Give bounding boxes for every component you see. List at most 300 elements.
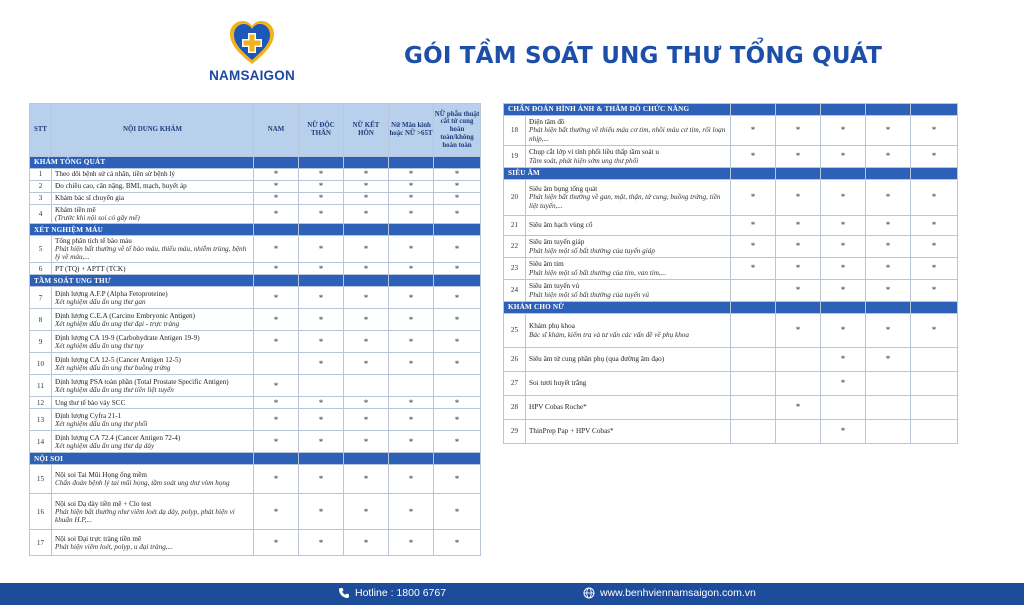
row-stt: 13 — [30, 409, 52, 431]
row-stt: 3 — [30, 193, 52, 205]
row-stt: 2 — [30, 181, 52, 193]
row-sub-text: Phát hiện bất thường về thiếu máu cơ tim, nhồi máu cơ tim, rối loạn nhịp,... — [529, 126, 726, 143]
row-mark: * — [866, 348, 911, 372]
row-mark: * — [389, 236, 434, 263]
row-mark: * — [389, 193, 434, 205]
table-row — [30, 494, 481, 530]
row-mark: * — [776, 146, 821, 168]
row-sub-text: Phát hiện một số bất thường của tuyến giáp — [529, 246, 655, 255]
row-mark: * — [389, 397, 434, 409]
row-content — [52, 263, 254, 275]
row-content — [52, 193, 254, 205]
table-row — [504, 116, 958, 146]
row-mark: * — [254, 409, 299, 431]
row-main-text: HPV Cobas Roche* — [529, 403, 587, 412]
row-mark: * — [344, 530, 389, 556]
section-blank-cell — [821, 104, 866, 116]
row-main-text: Nội soi Tai Mũi Họng ống mềm — [55, 471, 148, 480]
row-main-text: Định lượng Cyfra 21-1 — [55, 411, 122, 420]
header-nu-doc-than: NỮ ĐỘC THÂN — [299, 104, 344, 157]
row-stt: 10 — [30, 353, 52, 375]
row-mark: * — [731, 146, 776, 168]
table-row — [30, 193, 481, 205]
row-mark: * — [821, 116, 866, 146]
section-blank-cell — [911, 302, 958, 314]
table-row — [504, 258, 958, 280]
section-header — [30, 275, 481, 287]
section-title: TẦM SOÁT UNG THƯ — [30, 275, 254, 287]
section-blank-cell — [254, 453, 299, 465]
row-sub-text: Phát hiện một số bất thường của tim, van tim,... — [529, 268, 667, 277]
row-main-text: Chụp cắt lớp vi tính phổi liều thấp tầm soát u — [529, 148, 659, 157]
row-stt: 15 — [30, 465, 52, 494]
row-mark: * — [299, 181, 344, 193]
section-blank-cell — [254, 224, 299, 236]
row-sub-text: Xét nghiệm dấu ấn ung thư buồng trứng — [55, 363, 171, 372]
row-mark — [731, 372, 776, 396]
row-sub-text: Xét nghiệm dấu ấn ung thư tiền liệt tuyến — [55, 385, 174, 394]
row-mark — [866, 372, 911, 396]
row-main-text: Định lượng A.F.P (Alpha Fetoproteine) — [55, 289, 168, 298]
row-mark: * — [344, 169, 389, 181]
section-blank-cell — [344, 275, 389, 287]
section-blank-cell — [776, 104, 821, 116]
row-mark: * — [344, 309, 389, 331]
row-main-text: Siêu âm tử cung phần phụ (qua đường âm đạo) — [529, 355, 665, 364]
row-mark — [911, 396, 958, 420]
row-mark: * — [776, 116, 821, 146]
row-mark: * — [911, 258, 958, 280]
row-mark: * — [434, 409, 481, 431]
section-title: CHẨN ĐOÁN HÌNH ẢNH & THĂM DÒ CHỨC NĂNG — [504, 104, 731, 116]
section-blank-cell — [776, 302, 821, 314]
table-row — [504, 216, 958, 236]
row-mark: * — [254, 236, 299, 263]
row-mark: * — [389, 353, 434, 375]
section-blank-cell — [344, 224, 389, 236]
row-mark: * — [434, 169, 481, 181]
row-mark — [731, 420, 776, 444]
section-blank-cell — [434, 224, 481, 236]
row-mark: * — [434, 181, 481, 193]
row-mark: * — [299, 494, 344, 530]
section-blank-cell — [911, 104, 958, 116]
row-mark: * — [731, 216, 776, 236]
table-row — [504, 314, 958, 348]
row-main-text: Đo chiều cao, cân nặng, BMI, mạch, huyết áp — [55, 182, 187, 191]
row-stt: 29 — [504, 420, 526, 444]
section-blank-cell — [389, 275, 434, 287]
table-row — [504, 236, 958, 258]
section-blank-cell — [389, 224, 434, 236]
row-mark: * — [821, 216, 866, 236]
row-content — [52, 397, 254, 409]
row-content — [52, 236, 254, 263]
row-sub-text: Xét nghiệm dấu ấn ung thư đại - trực tràng — [55, 319, 180, 328]
row-sub-text: (Trước khi nội soi có gây mê) — [55, 214, 140, 223]
row-mark: * — [344, 181, 389, 193]
row-main-text: Khám bác sĩ chuyên gia — [55, 194, 125, 203]
table-row — [30, 409, 481, 431]
row-content — [52, 331, 254, 353]
row-main-text: Định lượng CA 12-5 (Cancer Antigen 12-5) — [55, 355, 181, 364]
row-mark: * — [344, 287, 389, 309]
row-mark: * — [344, 494, 389, 530]
section-blank-cell — [299, 453, 344, 465]
row-mark: * — [911, 314, 958, 348]
row-mark: * — [299, 409, 344, 431]
table-row — [30, 375, 481, 397]
row-mark: * — [299, 236, 344, 263]
row-main-text: Định lượng CA 72.4 (Cancer Antigen 72-4) — [55, 433, 181, 442]
table-row — [30, 431, 481, 453]
row-content — [52, 465, 254, 494]
row-mark: * — [821, 280, 866, 302]
section-blank-cell — [434, 275, 481, 287]
section-header — [504, 104, 958, 116]
row-content — [526, 146, 731, 168]
section-blank-cell — [389, 157, 434, 169]
row-mark: * — [299, 287, 344, 309]
row-main-text: ThinPrep Pap + HPV Cobas* — [529, 427, 614, 436]
row-content — [52, 431, 254, 453]
row-stt: 25 — [504, 314, 526, 348]
row-content — [526, 280, 731, 302]
website-link[interactable] — [583, 587, 756, 599]
section-blank-cell — [866, 104, 911, 116]
row-mark: * — [821, 236, 866, 258]
table-row — [30, 205, 481, 224]
row-mark: * — [389, 169, 434, 181]
row-mark — [911, 348, 958, 372]
row-stt: 18 — [504, 116, 526, 146]
row-mark: * — [344, 263, 389, 275]
row-main-text: Ung thư tế bào vảy SCC — [55, 398, 126, 407]
row-stt: 1 — [30, 169, 52, 181]
section-blank-cell — [731, 104, 776, 116]
section-header — [504, 302, 958, 314]
row-mark — [776, 372, 821, 396]
row-stt: 21 — [504, 216, 526, 236]
row-mark: * — [776, 216, 821, 236]
row-sub-text: Phát hiện bất thường như viêm loét dạ dày, polyp, phát hiện vi khuẩn H.P,... — [55, 507, 235, 524]
section-blank-cell — [821, 168, 866, 180]
section-blank-cell — [434, 157, 481, 169]
row-sub-text: Xét nghiệm dấu ấn ung thư dạ dày — [55, 441, 155, 450]
row-mark: * — [821, 314, 866, 348]
header-nu-man-kinh: Nữ Mãn kinh hoặc NỮ >65T — [389, 104, 434, 157]
row-main-text: Tổng phân tích tế bào máu — [55, 237, 132, 246]
row-sub-text: Phát hiện một số bất thường của tuyến vú — [529, 290, 649, 299]
row-mark: * — [344, 331, 389, 353]
section-blank-cell — [821, 302, 866, 314]
row-mark: * — [776, 258, 821, 280]
row-stt: 26 — [504, 348, 526, 372]
right-table — [503, 103, 958, 444]
table-row — [30, 287, 481, 309]
row-mark: * — [299, 353, 344, 375]
page-title: GÓI TẦM SOÁT UNG THƯ TỔNG QUÁT — [404, 43, 883, 69]
row-mark: * — [776, 180, 821, 216]
row-content — [52, 309, 254, 331]
row-content — [526, 180, 731, 216]
section-blank-cell — [299, 224, 344, 236]
row-mark: * — [434, 236, 481, 263]
table-row — [30, 236, 481, 263]
hotline[interactable] — [338, 587, 446, 599]
row-mark: * — [344, 409, 389, 431]
row-sub-text: Xét nghiệm dấu ấn ung thư tụy — [55, 341, 144, 350]
row-stt: 8 — [30, 309, 52, 331]
row-mark — [866, 396, 911, 420]
row-mark: * — [344, 236, 389, 263]
row-stt: 28 — [504, 396, 526, 420]
row-stt: 14 — [30, 431, 52, 453]
row-content — [526, 372, 731, 396]
row-main-text: Siêu âm hạch vùng cổ — [529, 221, 593, 230]
row-mark: * — [254, 309, 299, 331]
table-row — [30, 181, 481, 193]
row-mark: * — [389, 263, 434, 275]
brand-logo — [206, 20, 298, 92]
row-main-text: Định lượng C.E.A (Carcino Embryonic Antigen) — [55, 311, 196, 320]
row-mark: * — [344, 465, 389, 494]
row-mark — [776, 420, 821, 444]
header-content: NỘI DUNG KHÁM — [52, 104, 254, 157]
row-mark: * — [731, 180, 776, 216]
row-mark: * — [434, 353, 481, 375]
row-main-text: Khám phụ khoa — [529, 322, 575, 331]
section-title: SIÊU ÂM — [504, 168, 731, 180]
row-content — [52, 409, 254, 431]
row-stt: 17 — [30, 530, 52, 556]
table-row — [504, 372, 958, 396]
row-mark: * — [254, 205, 299, 224]
header-nu-phau-thuat: NỮ phẫu thuật cắt tử cung hoàn toàn/không hoàn toàn — [434, 104, 481, 157]
row-mark — [389, 375, 434, 397]
row-mark: * — [299, 169, 344, 181]
row-content — [52, 287, 254, 309]
row-main-text: Định lượng CA 19-9 (Carbohydrate Antigen 19-9) — [55, 333, 200, 342]
row-mark: * — [866, 216, 911, 236]
row-sub-text: Tầm soát, phát hiện sớm ung thư phổi — [529, 156, 639, 165]
row-stt: 11 — [30, 375, 52, 397]
row-mark: * — [389, 530, 434, 556]
row-mark: * — [389, 409, 434, 431]
row-mark: * — [911, 146, 958, 168]
row-content — [52, 181, 254, 193]
row-sub-text: Xét nghiệm dấu ấn ung thư gan — [55, 297, 146, 306]
row-mark — [866, 420, 911, 444]
website-text: www.benhviennamsaigon.com.vn — [600, 587, 756, 599]
footer-bar — [0, 583, 1024, 605]
row-mark: * — [299, 331, 344, 353]
row-mark: * — [344, 205, 389, 224]
right-table-body — [504, 104, 958, 444]
row-mark: * — [821, 420, 866, 444]
row-main-text: Nội soi Dạ dày tiền mê + Clo test — [55, 499, 152, 508]
row-content — [526, 258, 731, 280]
row-mark: * — [434, 465, 481, 494]
row-mark — [911, 372, 958, 396]
row-mark: * — [254, 494, 299, 530]
section-blank-cell — [731, 168, 776, 180]
table-row — [504, 180, 958, 216]
table-row — [30, 353, 481, 375]
row-mark: * — [434, 309, 481, 331]
row-main-text: Siêu âm bụng tổng quát — [529, 185, 598, 194]
row-stt: 9 — [30, 331, 52, 353]
row-stt: 20 — [504, 180, 526, 216]
row-mark: * — [434, 287, 481, 309]
row-main-text: Khám tiền mê — [55, 206, 96, 214]
row-mark: * — [254, 193, 299, 205]
row-mark: * — [299, 530, 344, 556]
section-blank-cell — [299, 157, 344, 169]
row-mark: * — [776, 280, 821, 302]
row-stt: 22 — [504, 236, 526, 258]
row-mark: * — [434, 494, 481, 530]
row-mark: * — [821, 146, 866, 168]
row-mark — [731, 314, 776, 348]
section-blank-cell — [344, 157, 389, 169]
row-stt: 23 — [504, 258, 526, 280]
row-mark: * — [299, 193, 344, 205]
row-sub-text: Bác sĩ khám, kiểm tra và tư vấn các vấn đề về phụ khoa — [529, 330, 689, 339]
section-blank-cell — [254, 157, 299, 169]
table-row — [30, 331, 481, 353]
section-blank-cell — [254, 275, 299, 287]
section-header — [30, 157, 481, 169]
table-row — [30, 465, 481, 494]
section-title: KHÁM TỔNG QUÁT — [30, 157, 254, 169]
row-mark: * — [389, 465, 434, 494]
row-mark: * — [299, 465, 344, 494]
section-blank-cell — [911, 168, 958, 180]
table-row — [30, 169, 481, 181]
row-main-text: PT (TQ) + APTT (TCK) — [55, 264, 126, 273]
row-mark: * — [254, 181, 299, 193]
row-stt: 19 — [504, 146, 526, 168]
row-mark: * — [731, 258, 776, 280]
header-nam: NAM — [254, 104, 299, 157]
row-mark: * — [254, 331, 299, 353]
section-blank-cell — [299, 275, 344, 287]
heart-cross-logo-icon — [228, 20, 276, 66]
header-stt: STT — [30, 104, 52, 157]
row-mark: * — [911, 180, 958, 216]
row-mark: * — [254, 287, 299, 309]
row-mark: * — [344, 431, 389, 453]
row-stt: 5 — [30, 236, 52, 263]
row-mark: * — [731, 236, 776, 258]
row-sub-text: Chẩn đoán bệnh lý tai mũi họng, tầm soát ung thư vòm họng — [55, 479, 230, 488]
brand-name: NAMSAIGON — [209, 68, 295, 83]
row-mark: * — [389, 287, 434, 309]
section-title: XÉT NGHIỆM MÁU — [30, 224, 254, 236]
row-mark: * — [434, 193, 481, 205]
row-main-text: Siêu âm tim — [529, 260, 564, 269]
row-mark: * — [254, 530, 299, 556]
row-main-text: Định lượng PSA toàn phần (Total Prostate Specific Antigen) — [55, 377, 229, 386]
row-mark: * — [434, 530, 481, 556]
section-blank-cell — [776, 168, 821, 180]
row-mark: * — [389, 309, 434, 331]
row-content — [526, 348, 731, 372]
table-row — [30, 263, 481, 275]
row-mark: * — [299, 205, 344, 224]
row-main-text: Theo dõi bệnh sử cá nhân, tiền sử bệnh lý — [55, 170, 175, 179]
left-table — [29, 103, 481, 556]
row-mark: * — [299, 431, 344, 453]
row-mark: * — [866, 180, 911, 216]
row-mark: * — [866, 280, 911, 302]
section-header — [30, 453, 481, 465]
phone-icon — [338, 587, 350, 599]
row-stt: 7 — [30, 287, 52, 309]
row-mark: * — [434, 397, 481, 409]
row-content — [526, 314, 731, 348]
row-sub-text: Phát hiện viêm loét, polyp, u đại tràng,... — [55, 542, 173, 551]
row-stt: 12 — [30, 397, 52, 409]
row-content — [52, 530, 254, 556]
table-row — [504, 396, 958, 420]
row-sub-text: Phát hiện bất thường về gan, mật, thận, tử cung, buồng trứng, tiền liệt tuyến,... — [529, 193, 721, 210]
header-nu-ket-hon: NỮ KẾT HÔN — [344, 104, 389, 157]
row-mark: * — [776, 314, 821, 348]
table-row — [504, 420, 958, 444]
row-mark: * — [344, 397, 389, 409]
row-content — [52, 169, 254, 181]
row-mark: * — [776, 396, 821, 420]
row-mark: * — [299, 309, 344, 331]
row-mark: * — [866, 314, 911, 348]
row-mark: * — [344, 193, 389, 205]
row-content — [526, 420, 731, 444]
table-row — [504, 146, 958, 168]
section-blank-cell — [344, 453, 389, 465]
row-mark: * — [866, 258, 911, 280]
row-mark: * — [434, 205, 481, 224]
row-main-text: Điện tâm đồ — [529, 118, 565, 127]
row-mark — [776, 348, 821, 372]
row-mark — [821, 396, 866, 420]
left-table-body — [30, 157, 481, 556]
row-mark — [731, 348, 776, 372]
row-content — [526, 216, 731, 236]
section-title: KHÁM CHO NỮ — [504, 302, 731, 314]
row-mark: * — [344, 353, 389, 375]
row-content — [526, 236, 731, 258]
section-blank-cell — [389, 453, 434, 465]
table-row — [30, 309, 481, 331]
row-mark: * — [866, 146, 911, 168]
row-mark: * — [254, 263, 299, 275]
row-mark — [299, 375, 344, 397]
row-mark: * — [911, 236, 958, 258]
row-mark: * — [434, 331, 481, 353]
row-mark: * — [911, 280, 958, 302]
row-main-text: Siêu âm tuyến giáp — [529, 238, 585, 247]
row-mark: * — [434, 431, 481, 453]
row-mark — [254, 353, 299, 375]
row-mark: * — [299, 263, 344, 275]
section-header — [30, 224, 481, 236]
row-mark — [344, 375, 389, 397]
section-blank-cell — [434, 453, 481, 465]
row-mark — [911, 420, 958, 444]
section-blank-cell — [731, 302, 776, 314]
